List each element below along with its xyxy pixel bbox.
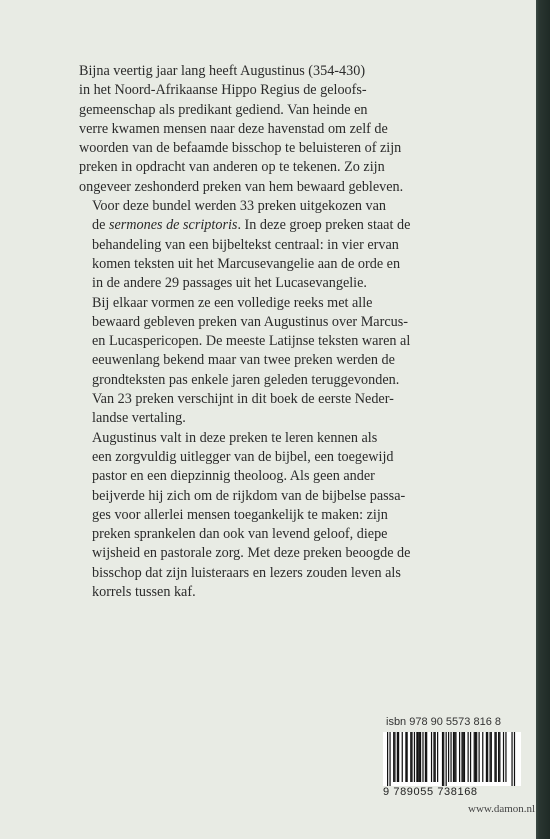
barcode-bar [491, 732, 492, 782]
barcode-image [383, 732, 521, 786]
barcode-bar [476, 732, 477, 782]
isbn-label: isbn 978 90 5573 816 8 [386, 716, 501, 728]
paragraph-3 [79, 294, 479, 429]
barcode-bar [416, 732, 417, 782]
blurb-text [79, 62, 479, 602]
text-line: eeuwenlang bekend maar van twee preken werden de [92, 352, 395, 369]
barcode-bar [446, 732, 447, 786]
barcode-bar [422, 732, 423, 782]
barcode-bar [410, 732, 411, 782]
barcode-bar [433, 732, 434, 782]
barcode-bars [383, 732, 521, 786]
barcode-bar [443, 732, 444, 786]
latin-title: sermones de scriptoris [108, 217, 238, 234]
barcode-bar [420, 732, 421, 782]
barcode-bar [411, 732, 412, 782]
barcode-bar [402, 732, 403, 782]
text-line: Augustinus valt in deze preken te leren kennen als [92, 429, 378, 446]
book-spine [536, 0, 550, 839]
barcode-bar [498, 732, 499, 782]
barcode-bar [479, 732, 480, 782]
barcode-bar [453, 732, 454, 782]
barcode-bar [435, 732, 436, 782]
barcode-bar [437, 732, 438, 782]
barcode-bar [463, 732, 464, 782]
text-line: bisschop dat zijn luisteraars en lezers zouden leven als [92, 564, 401, 581]
barcode-bar [499, 732, 500, 782]
text-line: preken in opdracht van anderen op te tekenen. Zo zijn [79, 159, 385, 176]
barcode-bar [470, 732, 471, 782]
website-url: www.damon.nl [468, 803, 536, 815]
text-line: wijsheid en pastorale zorg. Met deze preken beoogde de [92, 545, 411, 562]
barcode-bar [486, 732, 487, 782]
barcode-bar [405, 732, 406, 782]
text-line: pastor en een diepzinnig theoloog. Als geen ander [92, 468, 375, 485]
paragraph-1 [79, 62, 479, 197]
barcode-bar [389, 732, 390, 786]
paragraph-2 [79, 197, 479, 293]
barcode-bar [468, 732, 469, 782]
text-line: gemeenschap als predikant gediend. Van heinde en [79, 101, 368, 118]
barcode-bar [442, 732, 443, 786]
text-line: beijverde hij zich om de rijkdom van de bijbelse passa- [92, 487, 406, 504]
text-line: Van 23 preken verschijnt in dit boek de eerste Neder- [92, 391, 394, 408]
text-line: landse vertaling. [92, 410, 186, 427]
text-line: een zorgvuldig uitlegger van de bijbel, een toegewijd [92, 448, 394, 465]
text-line: in de andere 29 passages uit het Lucasevangelie. [92, 275, 367, 292]
barcode-bar [475, 732, 476, 782]
barcode-bar [496, 732, 497, 782]
text-line: behandeling van een bijbeltekst centraal: in vier ervan [92, 236, 399, 253]
barcode-bar [425, 732, 426, 782]
text-line: in het Noord-Afrikaanse Hippo Regius de geloofs- [79, 82, 367, 99]
barcode-bar [448, 732, 449, 782]
text-line: woorden van de befaamde bisschop te beluisteren of zijn [79, 140, 402, 157]
barcode-bar [450, 732, 451, 782]
barcode-bar [454, 732, 455, 782]
barcode-digits: 9 789055 738168 [383, 786, 478, 798]
barcode-bar [431, 732, 432, 782]
barcode-bar [514, 732, 515, 786]
text-line: ongeveer zeshonderd preken van hem bewaard gebleven. [79, 178, 404, 195]
text-line: grondteksten pas enkele jaren geleden teruggevonden. [92, 371, 400, 388]
barcode-bar [407, 732, 408, 782]
barcode-bar [394, 732, 395, 782]
text-line: korrels tussen kaf. [92, 584, 196, 601]
barcode-bar [419, 732, 420, 782]
text-line: bewaard gebleven preken van Augustinus over Marcus- [92, 313, 408, 330]
text-line: Bij elkaar vormen ze een volledige reeks met alle [92, 294, 373, 311]
barcode-bar [414, 732, 415, 782]
text-line: en Lucaspericopen. De meeste Latijnse teksten waren al [92, 333, 411, 350]
text-line: komen teksten uit het Marcusevangelie aan de orde en [92, 255, 401, 272]
barcode-bar [393, 732, 394, 782]
barcode-bar [398, 732, 399, 782]
barcode-bar [505, 732, 506, 782]
barcode-bar [397, 732, 398, 782]
barcode-bar [494, 732, 495, 782]
barcode-bar [464, 732, 465, 782]
text-line: de sermones de scriptoris. In deze groep preken staat de [92, 217, 411, 234]
text-line: Bijna veertig jaar lang heeft Augustinus (354-430) [79, 63, 366, 79]
barcode-bar [474, 732, 475, 782]
text-line: Voor deze bundel werden 33 preken uitgekozen van [92, 198, 387, 215]
barcode-bar [455, 732, 456, 782]
barcode-bar [487, 732, 488, 782]
barcode-bar [387, 732, 388, 786]
barcode-bar [461, 732, 462, 782]
barcode-bar [489, 732, 490, 782]
text-line: verre kwamen mensen naar deze havenstad om zelf de [79, 120, 388, 137]
text-line: preken sprankelen dan ook van levend geloof, diepe [92, 526, 388, 543]
barcode-bar [426, 732, 427, 782]
barcode-bar [482, 732, 483, 782]
barcode-bar [418, 732, 419, 782]
barcode-bar [511, 732, 512, 786]
barcode-bar [503, 732, 504, 782]
text-line: ges voor allerlei mensen toegankelijk te maken: zijn [92, 506, 388, 523]
paragraph-4 [79, 429, 479, 603]
barcode-bar [459, 732, 460, 782]
